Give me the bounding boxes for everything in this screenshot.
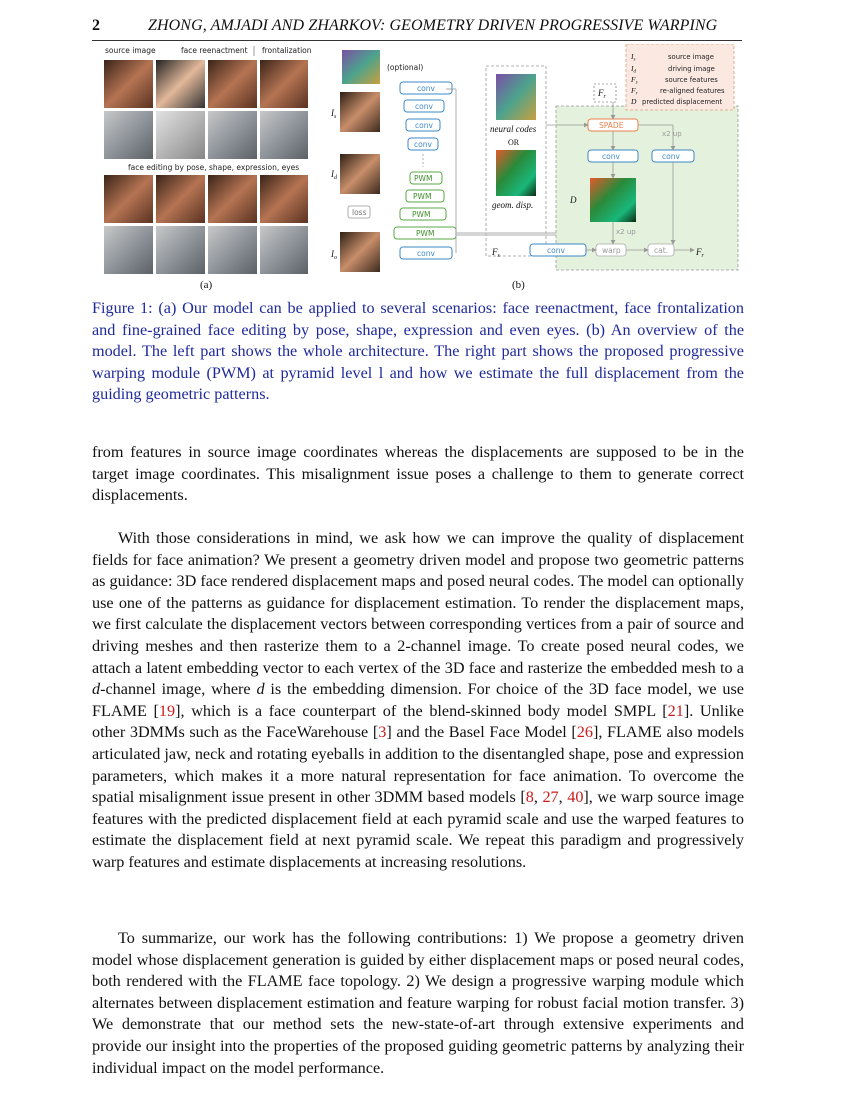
col-label-reenactment: face reenactment (181, 46, 248, 55)
citation-link[interactable]: 21 (667, 701, 684, 720)
paragraph-3-text: To summarize, our work has the following contributions: 1) We propose a geometry driven model whose displacement generation is guided by either displacement maps or posed neural codes, both rendered with the FLAME face topology. 2) We design a progressive warping module which alternates between displacement estimation and feature warping for robust facial motion transfer. 3) We demonstrate that our method sets the new-state-of-art through extensive experiments and provide our insight into the properties of the proposed guiding geometric patterns by analyzing their individual impact on the model performance. (92, 929, 744, 1077)
encoder-convs (400, 82, 452, 167)
source-face-image (340, 92, 380, 132)
conv-label: conv (415, 121, 433, 130)
conv-label: conv (417, 249, 435, 258)
legend-text-source-image: source image (668, 53, 714, 61)
legend-text-driving-image: driving image (668, 65, 715, 73)
panel-b (330, 44, 738, 291)
spade-label: SPADE (599, 121, 624, 130)
paragraph-1-text: from features in source image coordinates whereas the displacements are supposed to be in the target image coordinates. This misalignment issue poses a challenge to them to generate correct displacements. (92, 443, 744, 505)
conv-label: conv (414, 140, 432, 149)
text-run: ], we warp source image features with the predicted displacement field at each pyramid scale and use the warped features to estimate the displacement field at next pyramid scale. We repeat this paradigm and progressively warp features and estimate displacements at increasing resolutions. (92, 788, 745, 871)
pwm-label: PWM (416, 229, 435, 238)
panel-a (104, 46, 312, 291)
figure-caption: Figure 1: (a) Our model can be applied to several scenarios: face reenactment, face frontalization and fine-grained face editing by pose, shape, expression and even eyes. (b) An overview of the model. The left part shows the whole architecture. The right part shows the proposed progressive warping module (PWM) at pyramid level l and how we estimate the full displacement from the guiding geometric patterns. (92, 299, 744, 404)
text-run: ], FLAME also models articulated jaw, neck and rotating eyeballs in addition to the disentangled shape, pose and expression parameters, which makes it a more natural representation for face animation. To overcome the spatial misalignment issue present in other 3DMM based models [ (92, 723, 744, 807)
x2-up-label: x2 up (662, 130, 682, 138)
paragraph-2 (92, 528, 744, 874)
citation-link[interactable]: 40 (567, 788, 584, 807)
editing-label: face editing by pose, shape, expression, eyes (128, 163, 300, 172)
conv-label: conv (547, 246, 565, 255)
geom-disp-label: geom. disp. (492, 200, 534, 210)
page-number: 2 (92, 17, 100, 34)
optional-label: (optional) (387, 63, 424, 72)
conv-label: conv (417, 84, 435, 93)
legend-text-source-features: source features (665, 76, 718, 84)
text-run: -channel image, where (100, 680, 257, 699)
fr-l-label: $F_r$ (598, 88, 606, 100)
guidance-box (486, 66, 546, 256)
legend-sym-fr: $F_r$ (631, 86, 638, 97)
text-run: ]. Unlike other 3DMMs such as the FaceWarehouse [ (92, 701, 744, 742)
legend-sym-id: $I_d$ (631, 64, 636, 75)
conv-label: conv (602, 152, 620, 161)
math-d: d (256, 680, 265, 699)
pwm-label: PWM (412, 210, 431, 219)
paragraph-1 (92, 442, 744, 507)
header-rule (92, 40, 742, 41)
warp-label: warp (602, 246, 621, 255)
neural-codes-label: neural codes (490, 124, 537, 134)
cat-label: cat. (654, 246, 669, 255)
citation-link[interactable]: 3 (378, 723, 387, 742)
x2-up-label: x2 up (616, 228, 636, 236)
legend (626, 44, 734, 110)
conv-label: conv (662, 152, 680, 161)
or-label: OR (508, 138, 520, 147)
text-run: ], which is a face counterpart of the blend-skinned body model SMPL [ (175, 701, 668, 720)
input-label-io: $I_o$ (331, 249, 337, 261)
d-l-label: D (570, 195, 577, 205)
mesh-row-2 (104, 226, 308, 274)
running-title: ZHONG, AMJADI AND ZHARKOV: GEOMETRY DRIVEN PROGRESSIVE WARPING (148, 17, 718, 34)
legend-sym-fs: $F_s$ (631, 75, 638, 86)
citation-link[interactable]: 27 (542, 788, 559, 807)
fr-l1-label: $F_r$ (696, 247, 704, 259)
output-face-image (340, 232, 380, 272)
legend-text-realigned-features: re-aligned features (660, 87, 725, 95)
paragraph-3 (92, 928, 744, 1079)
pwm-label: PWM (413, 192, 432, 201)
citation-link[interactable]: 8 (525, 788, 534, 807)
driving-face-image (340, 154, 380, 194)
face-images-row-2 (104, 175, 308, 223)
input-label-id: $I_d$ (331, 169, 337, 181)
text-run: , (558, 788, 568, 807)
legend-sym-is: $I_s$ (631, 52, 636, 63)
legend-text-predicted-displacement: predicted displacement (642, 98, 723, 106)
text-run: , (533, 788, 543, 807)
text-run: With those considerations in mind, we ask how we can improve the quality of displacement fields for face animation? We present a geometry driven model and propose two geometric patterns as guidance: 3D face rendered displacement maps and posed neural codes. The model can optionally use one of the patterns as guidance for displacement estimation. To render the displacement maps, we first calculate the displacement vectors between corresponding vertices from a pair of source and driving meshes and then rasterize them to a 2-channel image. To create posed neural codes, we attach a latent embedding vector to each vertex of the 3D face and rasterize the embedded mesh to a (92, 529, 744, 677)
col-label-frontalization: frontalization (262, 46, 312, 55)
mesh-row-1 (104, 111, 308, 159)
citation-link[interactable]: 19 (158, 701, 176, 720)
pwm-label: PWM (414, 174, 433, 183)
citation-link[interactable]: 26 (576, 723, 593, 742)
math-d: d (92, 680, 101, 699)
loss-label: loss (352, 208, 367, 217)
paragraph-2-text (92, 528, 744, 874)
input-label-is: $I_s$ (331, 108, 337, 120)
text-run: ] and the Basel Face Model [ (386, 723, 577, 742)
col-label-source: source image (105, 46, 156, 55)
panel-b-sublabel: (b) (512, 279, 525, 291)
fs-l1-label: $F_s$ (492, 247, 500, 259)
legend-sym-d: D (631, 97, 637, 106)
face-images-row-1 (104, 60, 308, 108)
predicted-displacement-map (590, 178, 636, 222)
figure-1 (100, 44, 740, 294)
text-run: is the embedding dimension. For choice of the 3D face model, we use FLAME [ (92, 680, 744, 720)
conv-label: conv (415, 102, 433, 111)
panel-a-sublabel: (a) (200, 279, 213, 291)
